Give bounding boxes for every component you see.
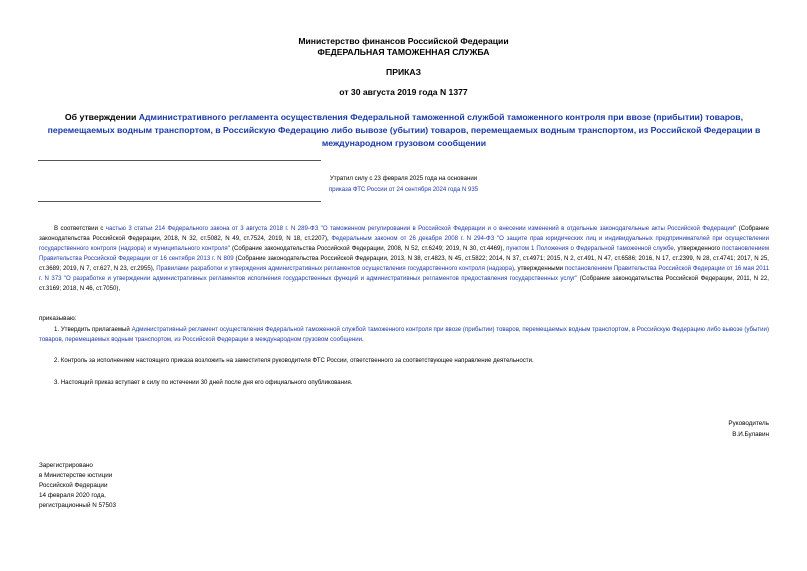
doc-title [40,111,768,150]
doc-type: ПРИКАЗ [386,67,421,77]
title-prefix: Об утверждении [64,112,139,122]
status-text: Утратил силу с 23 февраля 2025 года на основании [329,175,478,182]
ministry-name: Министерство финансов Российской Федерации [298,36,509,46]
law-294-link[interactable]: Федеральным законом от 26 декабря 2008 г. N 294-ФЗ "О защите прав юридических лиц и индивидуальных предпринимателей при осуществлении государственного контроля (надзора) и муниципального контроля" [39,235,769,252]
fts-regulation-link[interactable]: пунктом 1 Положения о Федеральной таможенной службе [506,245,674,252]
signature-name: В.И.Булавин [732,431,769,438]
regulation-link[interactable]: Административный регламент осуществления Федеральной таможенной службой таможенного контроля при ввозе (прибытии) товаров, перемещаемых водным транспортом, в Российскую Федерацию либо вывозе (убытии) товаров, перемещаемых водным транспортом, из Российской Федерации в международном грузовом сообщении [39,326,769,343]
divider-top [38,160,321,161]
rules-link[interactable]: Правилами разработки и утверждения административных регламентов осуществления государственного контроля (надзора) [156,265,514,272]
resolution-373-link[interactable]: постановлением Правительства Российской Федерации от 16 мая 2011 г. N 373 "О разработке и утверждении административных регламентов исполнения государственных функций и административных регламентов предоставления государственных услуг" [39,265,769,282]
order-item-2: 2. Контроль за исполнением настоящего приказа возложить на заместителя руководителя ФТС России, ответственного за соответствующее направление деятельности. [54,357,534,364]
registration-line: Зарегистрировано [39,462,93,469]
order-item-3: 3. Настоящий приказ вступает в силу по истечении 30 дней после дня его официального опубликования. [54,379,353,386]
registration-block [39,461,116,511]
law-289-link[interactable]: частью 3 статьи 214 Федерального закона от 3 августа 2018 г. N 289-ФЗ "О таможенном регулировании в Российской Федерации и о внесении изменений в отдельные законодательные акты Российской Федерации" [105,225,737,232]
preamble-paragraph: В соответствии с частью 3 статьи 214 Федерального закона от 3 августа 2018 г. N 289-ФЗ "О таможенном регулировании в Российской Федерации и о внесении изменений в отдельные законодательные акты Российской Федерации" (Собрание законодательства Российской Федерации, 2018, N 32, ст.5082, N 49, ст.7524, 2019, N 18, ст.2207), Федеральным законом от 26 декабря 2008 г. N 294-ФЗ "О защите прав юридических лиц и индивидуальных предпринимателей при осуществлении государственного контроля (надзора) и муниципального контроля" (Собрание законодательства Российской Федерации, 2008, N 52, ст.6249; 2019, N 30, ст.4469), пунктом 1 Положения о Федеральной таможенной службе, утвержденного постановлением Правительства Российской Федерации от 16 сентября 2013 г. N 809 (Собрание законодательства Российской Федерации, 2013, N 38, ст.4823, N 45, ст.5822; 2014, N 37, ст.4971; 2015, N 2, ст.491, N 47, ст.6586; 2016, N 17, ст.2399, N 28, ст.4741; 2017, N 25, ст.3689; 2019, N 7, ст.627, N 23, ст.2955), Правилами разработки и утверждения административных регламентов осуществления государственного контроля (надзора), утвержденными постановлением Правительства Российской Федерации от 16 мая 2011 г. N 373 "О разработке и утверждении административных регламентов исполнения государственных функций и административных регламентов предоставления государственных услуг" (Собрание законодательства Российской Федерации, 2011, N 22, ст.3169; 2018, N 46, ст.7050), [39,225,770,292]
registration-line: Российской Федерации [39,482,108,489]
signature-role: Руководитель [728,420,769,427]
order-item-1: 1. Утвердить прилагаемый Административный регламент осуществления Федеральной таможенной службой таможенного контроля при ввозе (прибытии) товаров, перемещаемых водным транспортом, в Российскую Федерацию либо вывозе (убытии) товаров, перемещаемых водным транспортом, из Российской Федерации в международном грузовом сообщении. [39,326,769,343]
status-order-link[interactable]: приказа ФТС России от 24 сентября 2024 года N 935 [328,186,479,193]
resolution-809-link[interactable]: постановлением Правительства Российской Федерации от 16 сентября 2013 г. N 809 [39,245,770,262]
order-word: приказываю: [39,315,77,322]
registration-line: в Министерстве юстиции [39,472,113,479]
registration-line: 14 февраля 2020 года, [39,492,106,499]
divider-bottom [38,201,321,202]
registration-line: регистрационный N 57503 [39,502,117,509]
title-regulation-link[interactable]: Административного регламента осуществления Федеральной таможенной службой таможенного контроля при ввозе (прибытии) товаров, перемещаемых водным транспортом, в Российскую Федерацию либо вывозе (убытии) товаров, перемещаемых водным транспортом, из Российской Федерации в международном грузовом сообщении [47,112,761,148]
doc-date-number: от 30 августа 2019 года N 1377 [339,87,468,97]
service-name: ФЕДЕРАЛЬНАЯ ТАМОЖЕННАЯ СЛУЖБА [317,47,490,57]
